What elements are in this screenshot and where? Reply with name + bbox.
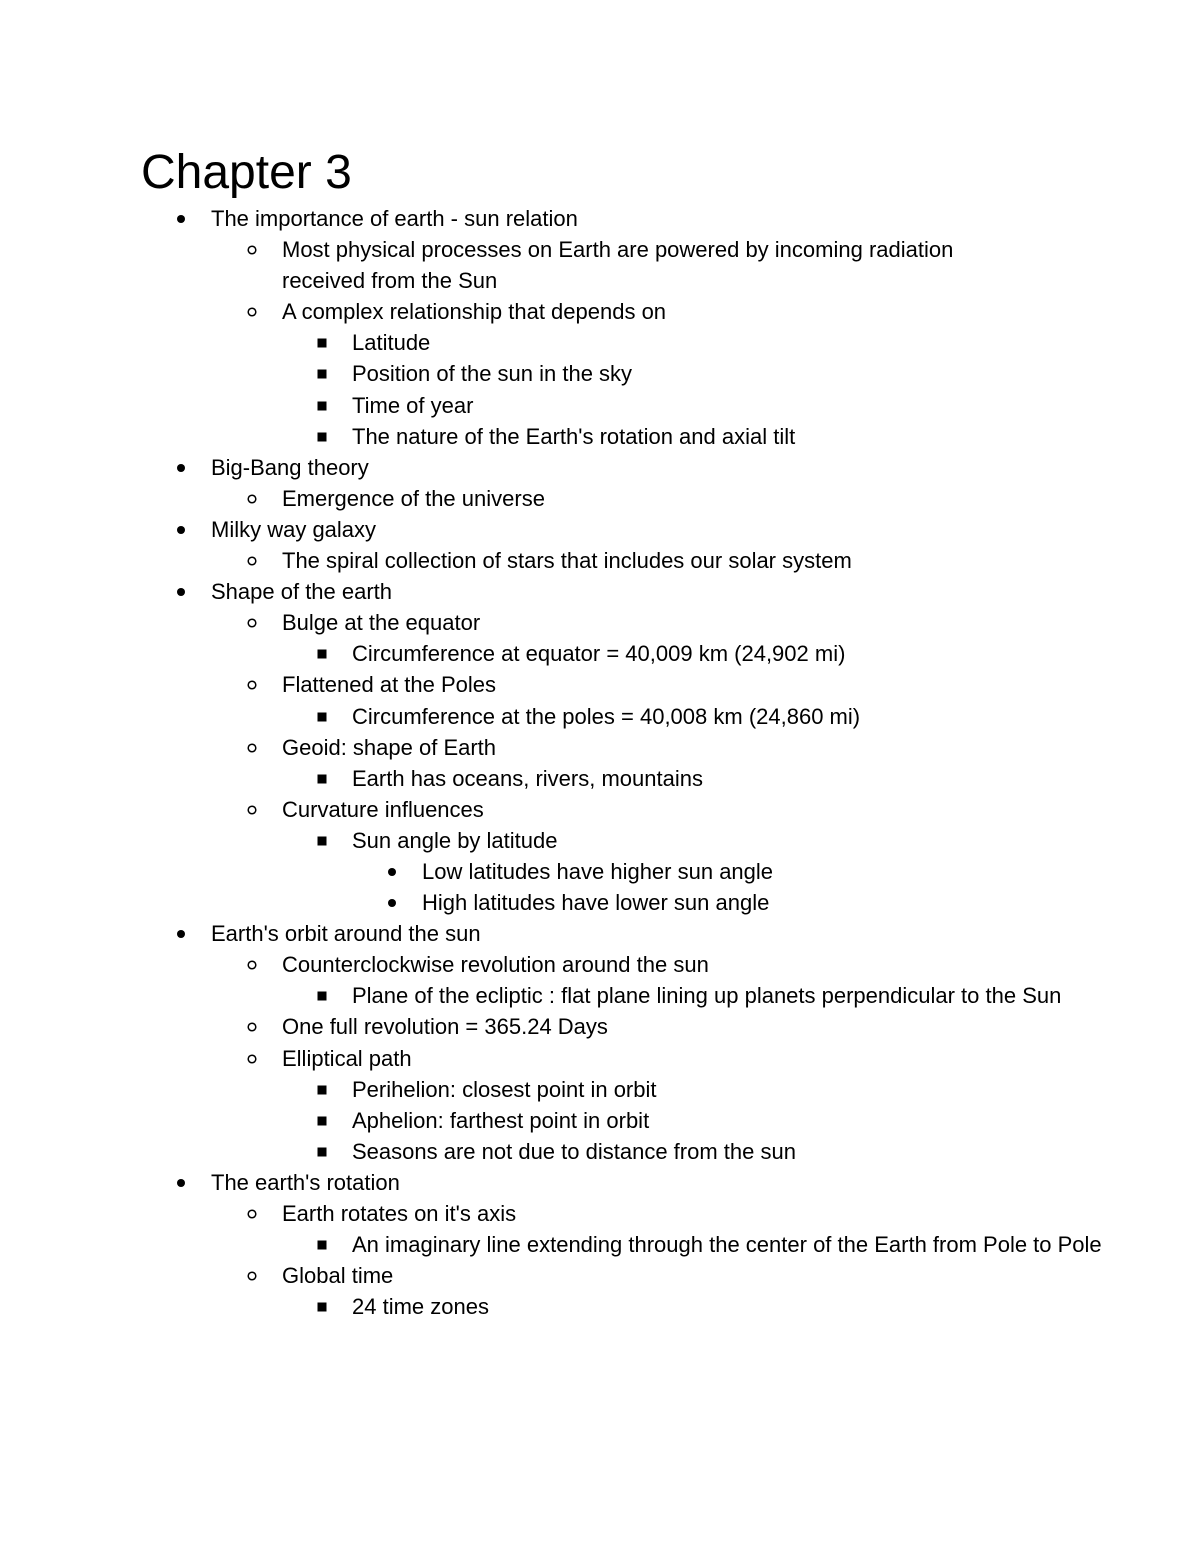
filled-square-bullet-icon xyxy=(316,638,336,669)
list-item-text: Circumference at equator = 40,009 km (24,902 mi) xyxy=(352,641,846,667)
hollow-circle-bullet-icon xyxy=(246,1043,266,1074)
list-item-text: An imaginary line extending through the center of the Earth from Pole to Pole xyxy=(352,1232,1102,1258)
list-item xyxy=(352,638,1112,669)
list-item xyxy=(282,607,1042,638)
list-item xyxy=(352,1291,1112,1322)
list-item xyxy=(352,390,1112,421)
list-item-text: The spiral collection of stars that includes our solar system xyxy=(282,548,852,574)
list-item xyxy=(352,825,1112,856)
page-title: Chapter 3 xyxy=(141,146,352,199)
list-item xyxy=(211,1167,971,1198)
filled-bullet-icon xyxy=(175,452,195,483)
hollow-circle-bullet-icon xyxy=(246,1011,266,1042)
list-item-text: Earth rotates on it's axis xyxy=(282,1201,517,1226)
list-item xyxy=(211,918,971,949)
list-item xyxy=(282,234,1042,296)
list-item-text: The earth's rotation xyxy=(211,1169,400,1195)
list-item-text: Counterclockwise revolution around the sun xyxy=(282,952,709,978)
list-item-text: High latitudes have lower sun angle xyxy=(422,890,770,916)
list-item-text: The importance of earth - sun relation xyxy=(211,206,578,231)
list-item xyxy=(211,514,971,545)
list-item-text: Milky way galaxy xyxy=(211,516,377,542)
filled-bullet-icon xyxy=(386,887,406,918)
list-item-text: Global time xyxy=(282,1263,394,1289)
list-item xyxy=(211,576,971,607)
list-item xyxy=(211,452,971,483)
list-item xyxy=(282,669,1042,700)
filled-square-bullet-icon xyxy=(316,327,336,358)
list-item-text: Latitude xyxy=(352,330,431,356)
filled-bullet-icon xyxy=(175,203,195,234)
list-item xyxy=(422,856,1182,887)
list-item-text: Emergence of the universe xyxy=(282,485,545,511)
hollow-circle-bullet-icon xyxy=(246,607,266,638)
list-item-text: Perihelion: closest point in orbit xyxy=(352,1076,657,1102)
list-item-text: Plane of the ecliptic : flat plane lining up planets perpendicular to the Sun xyxy=(352,983,1062,1009)
list-item xyxy=(352,763,1112,794)
filled-square-bullet-icon xyxy=(316,1074,336,1105)
list-item-text: Aphelion: farthest point in orbit xyxy=(352,1107,650,1133)
list-item xyxy=(352,358,1112,389)
filled-bullet-icon xyxy=(175,514,195,545)
list-item-text: Curvature influences xyxy=(282,796,484,822)
filled-square-bullet-icon xyxy=(316,390,336,421)
list-item xyxy=(282,1011,1042,1042)
list-item-text: Time of year xyxy=(352,392,474,418)
list-item-text: Position of the sun in the sky xyxy=(352,361,633,387)
list-item-text: Low latitudes have higher sun angle xyxy=(422,858,774,884)
list-item xyxy=(352,327,1112,358)
list-item xyxy=(352,1136,1112,1167)
list-item-text: Big-Bang theory xyxy=(211,454,369,480)
hollow-circle-bullet-icon xyxy=(246,483,266,514)
list-item xyxy=(352,980,1112,1011)
filled-bullet-icon xyxy=(175,576,195,607)
list-item xyxy=(352,1229,1112,1260)
list-item xyxy=(352,1074,1112,1105)
filled-square-bullet-icon xyxy=(316,1136,336,1167)
list-item xyxy=(282,1198,1042,1229)
hollow-circle-bullet-icon xyxy=(246,545,266,576)
list-item-text: Sun angle by latitude xyxy=(352,827,558,853)
list-item-text: Elliptical path xyxy=(282,1045,412,1071)
filled-square-bullet-icon xyxy=(316,358,336,389)
hollow-circle-bullet-icon xyxy=(246,794,266,825)
list-item-text: 24 time zones xyxy=(352,1294,489,1320)
list-item xyxy=(282,1043,1042,1074)
list-item xyxy=(282,296,1042,327)
list-item-text: Earth has oceans, rivers, mountains xyxy=(352,765,703,791)
filled-bullet-icon xyxy=(386,856,406,887)
list-item-text: A complex relationship that depends on xyxy=(282,299,667,325)
hollow-circle-bullet-icon xyxy=(246,732,266,763)
filled-square-bullet-icon xyxy=(316,421,336,452)
hollow-circle-bullet-icon xyxy=(246,1198,266,1229)
hollow-circle-bullet-icon xyxy=(246,234,266,265)
filled-square-bullet-icon xyxy=(316,1291,336,1322)
list-item-text: Flattened at the Poles xyxy=(282,672,497,698)
list-item xyxy=(282,794,1042,825)
filled-square-bullet-icon xyxy=(316,1229,336,1260)
list-item xyxy=(352,1105,1112,1136)
hollow-circle-bullet-icon xyxy=(246,296,266,327)
list-item xyxy=(352,701,1112,732)
list-item xyxy=(211,203,971,234)
list-item xyxy=(282,545,1042,576)
list-item-text: Geoid: shape of Earth xyxy=(282,734,497,760)
filled-square-bullet-icon xyxy=(316,701,336,732)
list-item-text: Seasons are not due to distance from the sun xyxy=(352,1138,796,1164)
list-item-text: Most physical processes on Earth are powered by incoming radiation received from the Sun xyxy=(282,237,954,294)
list-item xyxy=(282,949,1042,980)
list-item xyxy=(282,483,1042,514)
list-item-text: Circumference at the poles = 40,008 km (24,860 mi) xyxy=(352,703,861,729)
filled-bullet-icon xyxy=(175,918,195,949)
hollow-circle-bullet-icon xyxy=(246,669,266,700)
filled-square-bullet-icon xyxy=(316,980,336,1011)
list-item-text: Shape of the earth xyxy=(211,579,393,605)
list-item-text: Earth's orbit around the sun xyxy=(211,921,481,947)
list-item xyxy=(352,421,1112,452)
filled-bullet-icon xyxy=(175,1167,195,1198)
list-item-text: Bulge at the equator xyxy=(282,610,481,636)
list-item-text: The nature of the Earth's rotation and axial tilt xyxy=(352,423,796,449)
filled-square-bullet-icon xyxy=(316,1105,336,1136)
filled-square-bullet-icon xyxy=(316,763,336,794)
list-item xyxy=(282,1260,1042,1291)
list-item xyxy=(282,732,1042,763)
hollow-circle-bullet-icon xyxy=(246,1260,266,1291)
list-item-text: One full revolution = 365.24 Days xyxy=(282,1014,608,1040)
filled-square-bullet-icon xyxy=(316,825,336,856)
list-item xyxy=(422,887,1182,918)
notes-outline xyxy=(0,203,1200,1322)
hollow-circle-bullet-icon xyxy=(246,949,266,980)
